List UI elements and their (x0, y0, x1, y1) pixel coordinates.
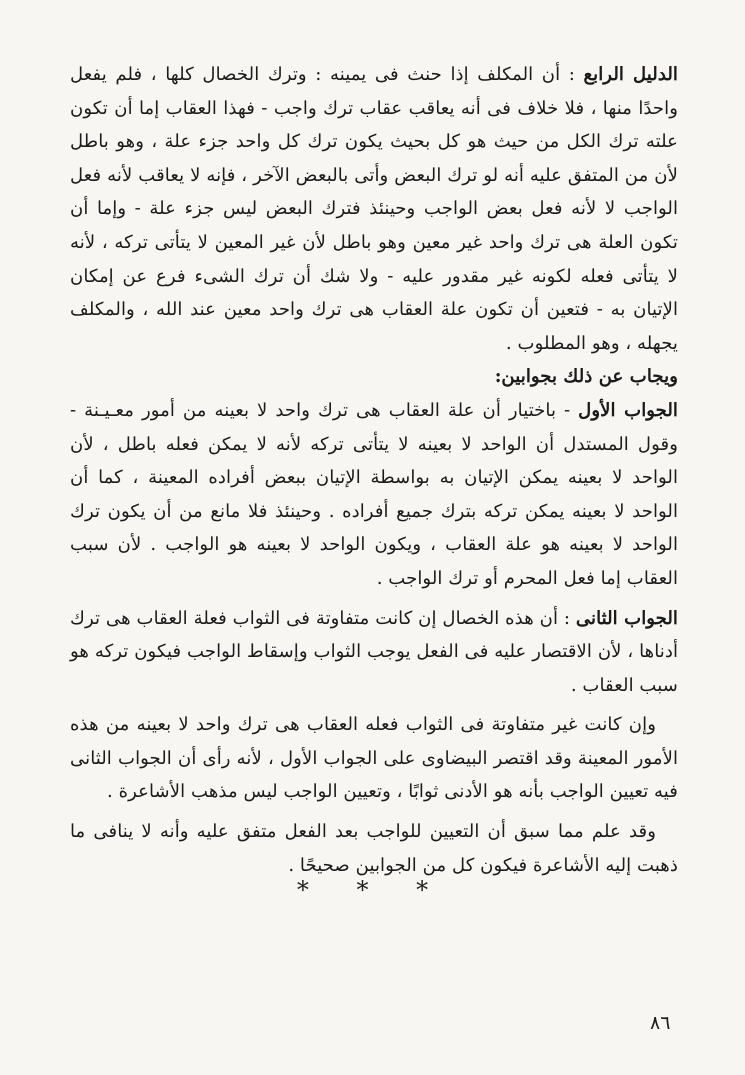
section-divider-stars: * * * (296, 876, 449, 904)
paragraph-second-answer (70, 602, 678, 703)
heading-two-answers: ويجاب عن ذلك بجوابين: (494, 366, 678, 388)
heading-fourth-evidence: الدليل الرابع (583, 64, 678, 85)
page-body (70, 58, 678, 882)
text-first-answer: - باختيار أن علة العقاب هى ترك واحد لا بعينه من أمور معـيـنة - وقول المستدل أن الواحد لا بعينه لا يتأتى تركه لأنه لا يمكن فعله باطل ، لأن الواحد لا بعينه يمكن الإتيان به بواسطة الإتيان ببعض أفراده المعينة ، كما أن الواحد لا بعينه يمكن تركه بترك جميع أفراده . وحينئذ فلا مانع من أن يكون ترك الواحد لا بعينه هو علة العقاب ، ويكون الواحد لا بعينه هو الواجب . لأن سبب العقاب إما فعل المحرم أو ترك الواجب . (70, 399, 678, 589)
paragraph-first-answer (70, 394, 678, 596)
paragraph-unequal-reward: وإن كانت غير متفاوتة فى الثواب فعله العقاب هى ترك واحد لا بعينه من هذه الأمور المعينة وقد اقتصر البيضاوى على الجواب الأول ، لأنه رأى أن الجواب الثانى فيه تعيين الواجب بأنه هو الأدنى ثوابًا ، وتعيين الواجب ليس مذهب الأشاعرة . (70, 714, 678, 803)
text-fourth-evidence: : أن المكلف إذا حنث فى يمينه : وترك الخصال كلها ، فلم يفعل واحدًا منها ، فلا خلاف فى أنه يعاقب عقاب ترك واجب - فهذا العقاب إما أن تكون علته ترك الكل من حيث هو كل بحيث يكون ترك كل واحد جزء علة ، وهو باطل لأن من المتفق عليه أنه لو ترك البعض وأتى بالبعض الآخر ، فإنه لا يعاقب لأنه فعل الواجب لا لأنه فعل بعض الواجب وحينئذ فترك البعض ليس جزء علة - وإما أن تكون العلة هى ترك واحد غير معين وهو باطل لأن غير المعين لا يتأتى تركه ، لأنه لا يتأتى فعله لكونه غير مقدور عليه - ولا شك أن ترك الشىء فرع عن إمكان الإتيان به - فتعين أن تكون علة العقاب هى ترك واحد معين عند الله ، والمكلف يجهله ، وهو المطلوب . (70, 64, 678, 354)
page-number: ٨٦ (650, 1012, 671, 1034)
paragraph-conclusion: وقد علم مما سبق أن التعيين للواجب بعد الفعل متفق عليه وأنه لا ينافى ما ذهبت إليه الأشاعرة فيكون كل من الجوابين صحيحًا . (70, 821, 678, 876)
paragraph-fourth-evidence (70, 58, 678, 360)
heading-first-answer: الجواب الأول (578, 399, 678, 421)
heading-second-answer: الجواب الثانى (575, 607, 678, 629)
text-second-answer: : أن هذه الخصال إن كانت متفاوتة فى الثواب فعلة العقاب هى ترك أدناها ، لأن الاقتصار عليه فى الفعل يوجب الثواب وإسقاط الواجب فيكون تركه هو سبب العقاب . (70, 607, 678, 696)
